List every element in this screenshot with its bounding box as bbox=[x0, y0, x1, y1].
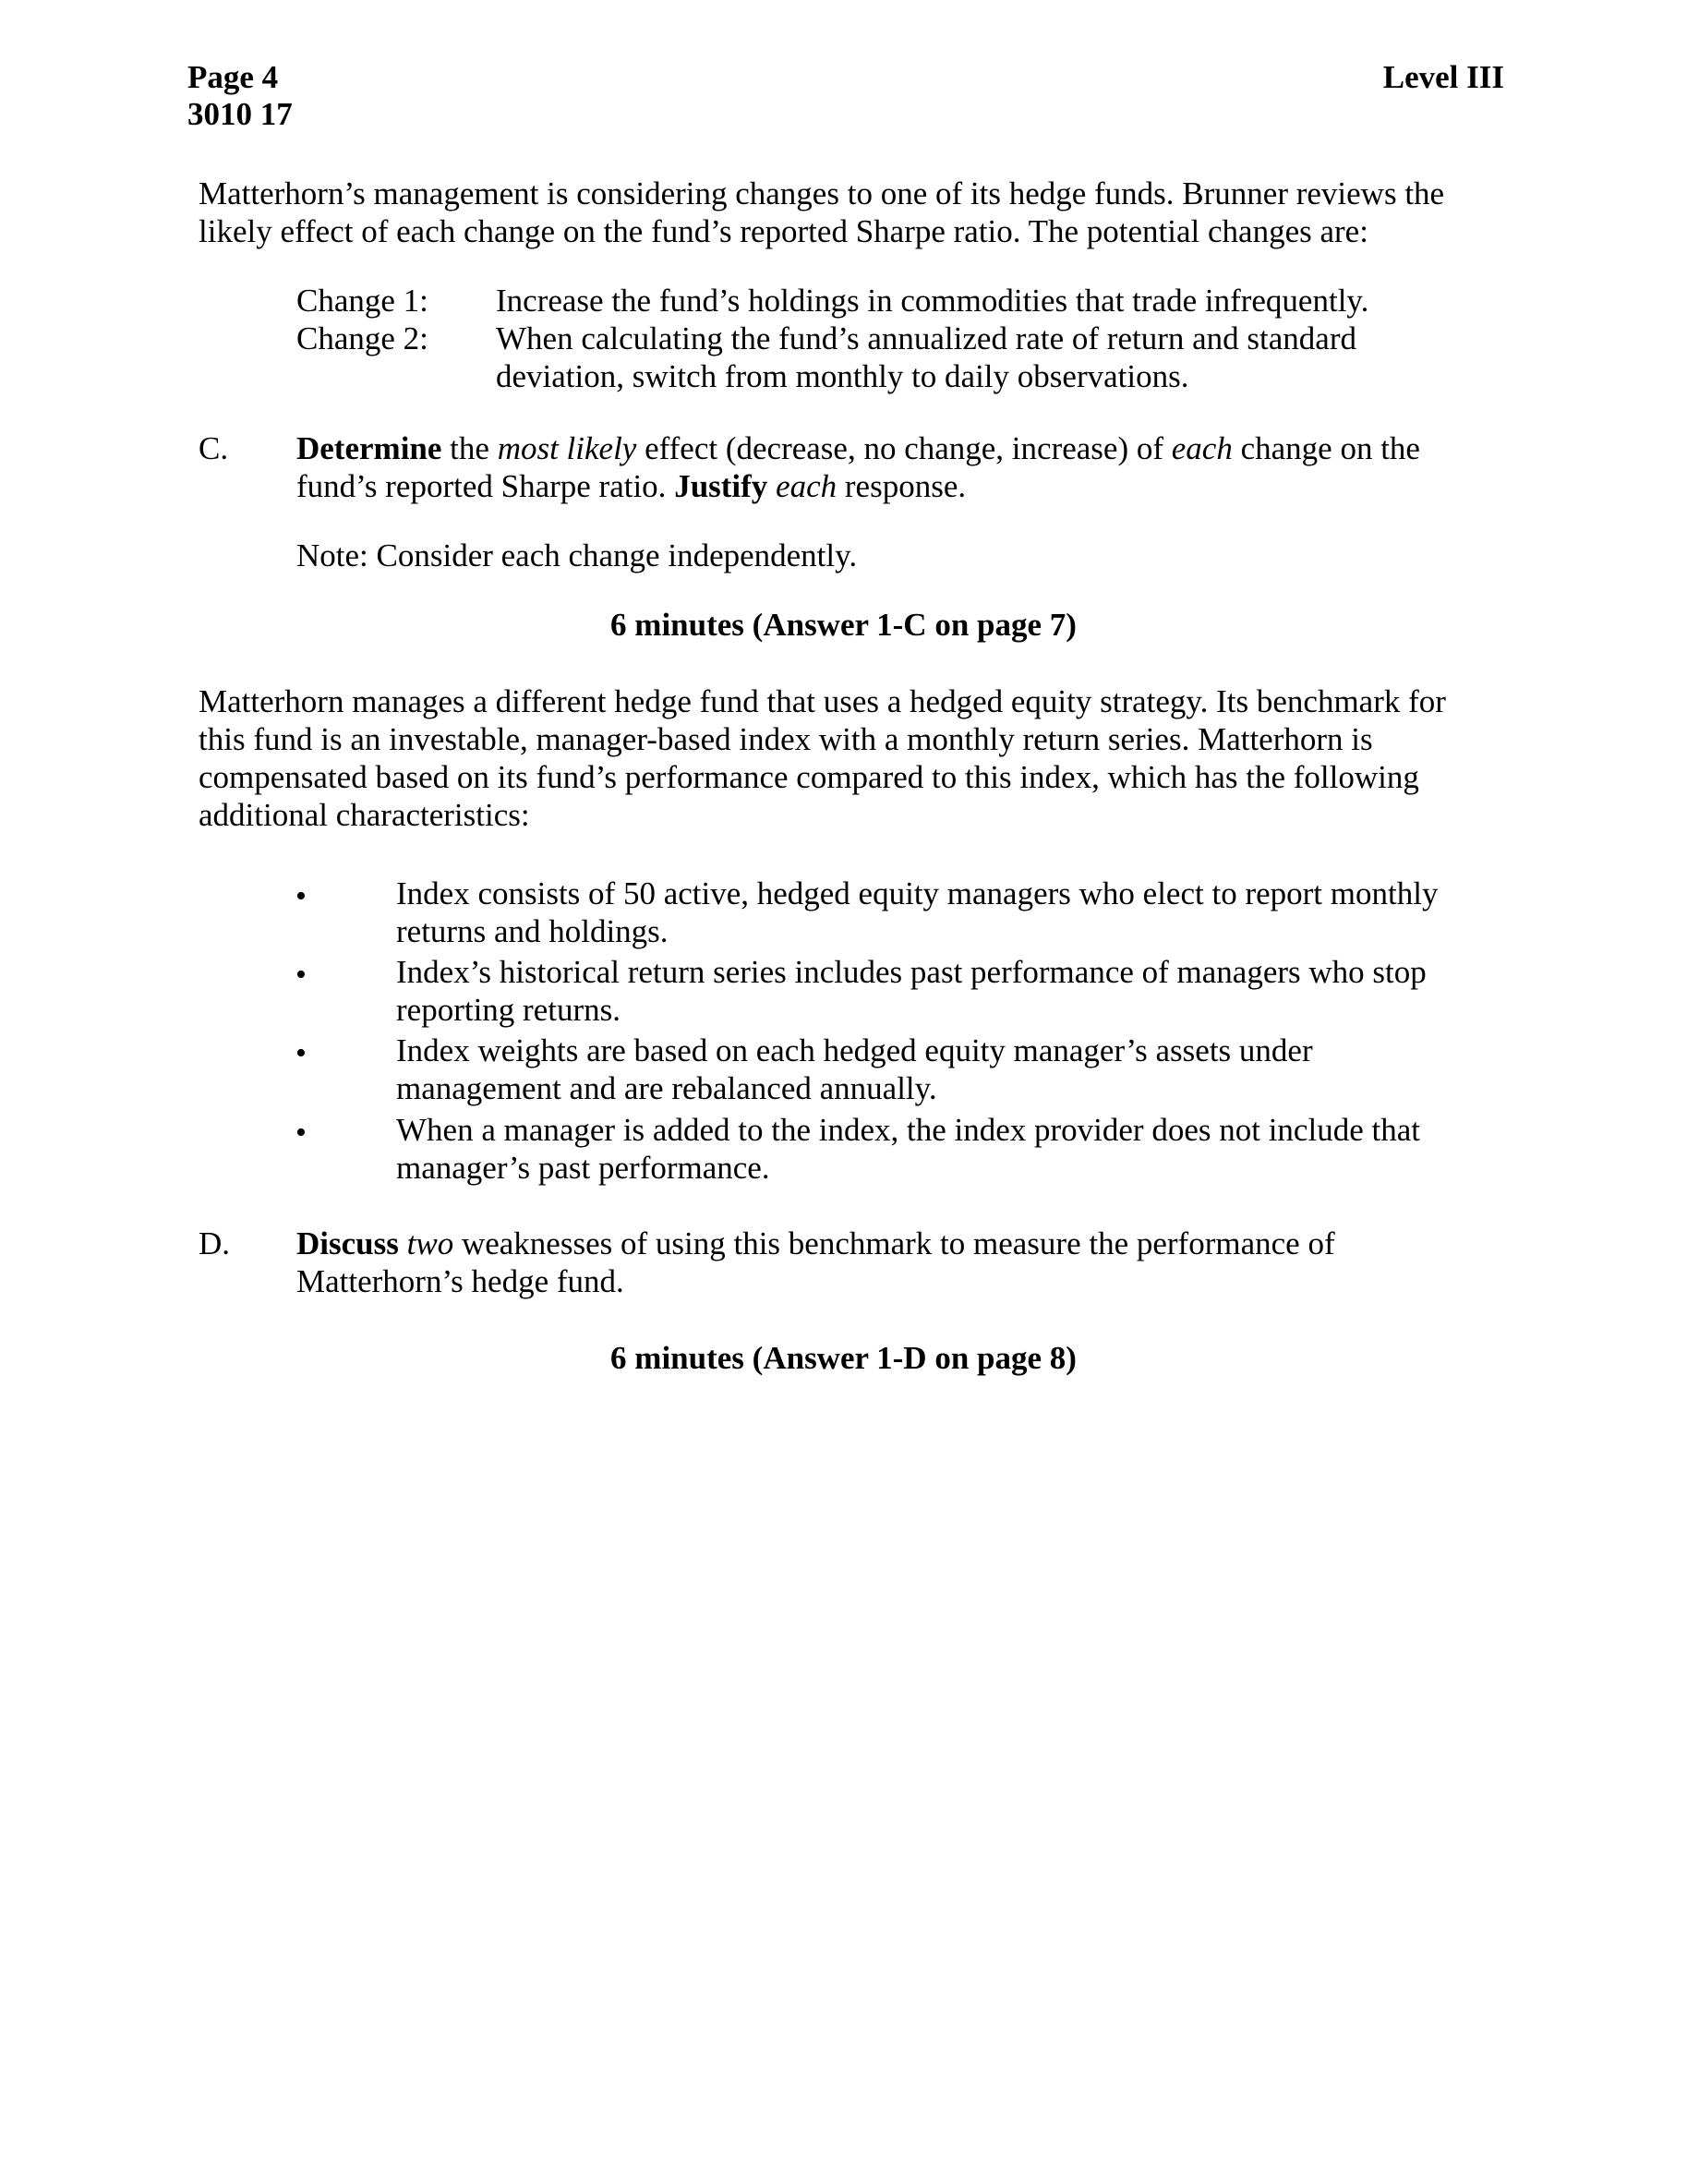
bullet-2-line-2: reporting returns. bbox=[396, 992, 621, 1028]
question-d-letter: D. bbox=[199, 1225, 231, 1261]
bullet-3-line-1: Index weights are based on each hedged equity manager’s assets under bbox=[396, 1032, 1313, 1068]
emphasis-most-likely: most likely bbox=[497, 430, 637, 466]
bullet-4-line-1: When a manager is added to the index, the index provider does not include that bbox=[396, 1112, 1420, 1148]
level-label: Level III bbox=[1382, 59, 1504, 95]
question-c-letter: C. bbox=[199, 430, 229, 466]
intro2-line-2: this fund is an investable, manager-based index with a monthly return series. Matterhorn is bbox=[199, 721, 1373, 757]
question-d-verb: Discuss bbox=[296, 1225, 399, 1261]
change-2-label: Change 2: bbox=[296, 320, 428, 356]
bullet-marker: • bbox=[295, 1116, 307, 1150]
bullet-4-line-2: manager’s past performance. bbox=[396, 1150, 770, 1186]
intro1-line-1: Matterhorn’s management is considering changes to one of its hedge funds. Brunner reviews the bbox=[199, 175, 1445, 211]
exam-code: 3010 17 bbox=[187, 96, 293, 132]
intro2-line-1: Matterhorn manages a different hedge fund that uses a hedged equity strategy. Its benchmark for bbox=[199, 683, 1446, 719]
bullet-marker: • bbox=[295, 1036, 307, 1070]
bullet-2-line-1: Index’s historical return series includes past performance of managers who stop bbox=[396, 954, 1427, 990]
question-c-justify: Justify bbox=[674, 468, 768, 504]
intro1-line-2: likely effect of each change on the fund’s reported Sharpe ratio. The potential changes are: bbox=[199, 213, 1368, 249]
change-1-text: Increase the fund’s holdings in commodities that trade infrequently. bbox=[496, 283, 1369, 319]
intro2-line-3: compensated based on its fund’s performance compared to this index, which has the following bbox=[199, 759, 1419, 795]
intro2-line-4: additional characteristics: bbox=[199, 797, 530, 833]
question-d-time: 6 minutes (Answer 1-D on page 8) bbox=[610, 1340, 1077, 1376]
bullet-marker: • bbox=[295, 879, 307, 913]
question-c-time: 6 minutes (Answer 1-C on page 7) bbox=[610, 607, 1077, 643]
question-d-line-1: Discuss two weaknesses of using this benchmark to measure the performance of bbox=[296, 1225, 1335, 1261]
bullet-1-line-1: Index consists of 50 active, hedged equity managers who elect to report monthly bbox=[396, 875, 1439, 911]
change-2-text-line-1: When calculating the fund’s annualized rate of return and standard bbox=[496, 320, 1356, 356]
emphasis-each: each bbox=[1171, 430, 1233, 466]
change-1-label: Change 1: bbox=[296, 283, 428, 319]
bullet-marker: • bbox=[295, 958, 307, 992]
question-c-line-2: fund’s reported Sharpe ratio. Justify each response. bbox=[296, 468, 967, 504]
change-2-text-line-2: deviation, switch from monthly to daily observations. bbox=[496, 358, 1189, 394]
question-c-line-1: Determine the most likely effect (decrease, no change, increase) of each change on the bbox=[296, 430, 1420, 466]
question-d-line-2: Matterhorn’s hedge fund. bbox=[296, 1263, 624, 1299]
question-c-verb: Determine bbox=[296, 430, 442, 466]
question-c-note: Note: Consider each change independently. bbox=[296, 537, 858, 573]
page-label: Page 4 bbox=[187, 59, 279, 95]
emphasis-two: two bbox=[406, 1225, 454, 1261]
bullet-1-line-2: returns and holdings. bbox=[396, 913, 669, 949]
bullet-3-line-2: management and are rebalanced annually. bbox=[396, 1070, 937, 1106]
emphasis-each-response: each bbox=[776, 468, 837, 504]
